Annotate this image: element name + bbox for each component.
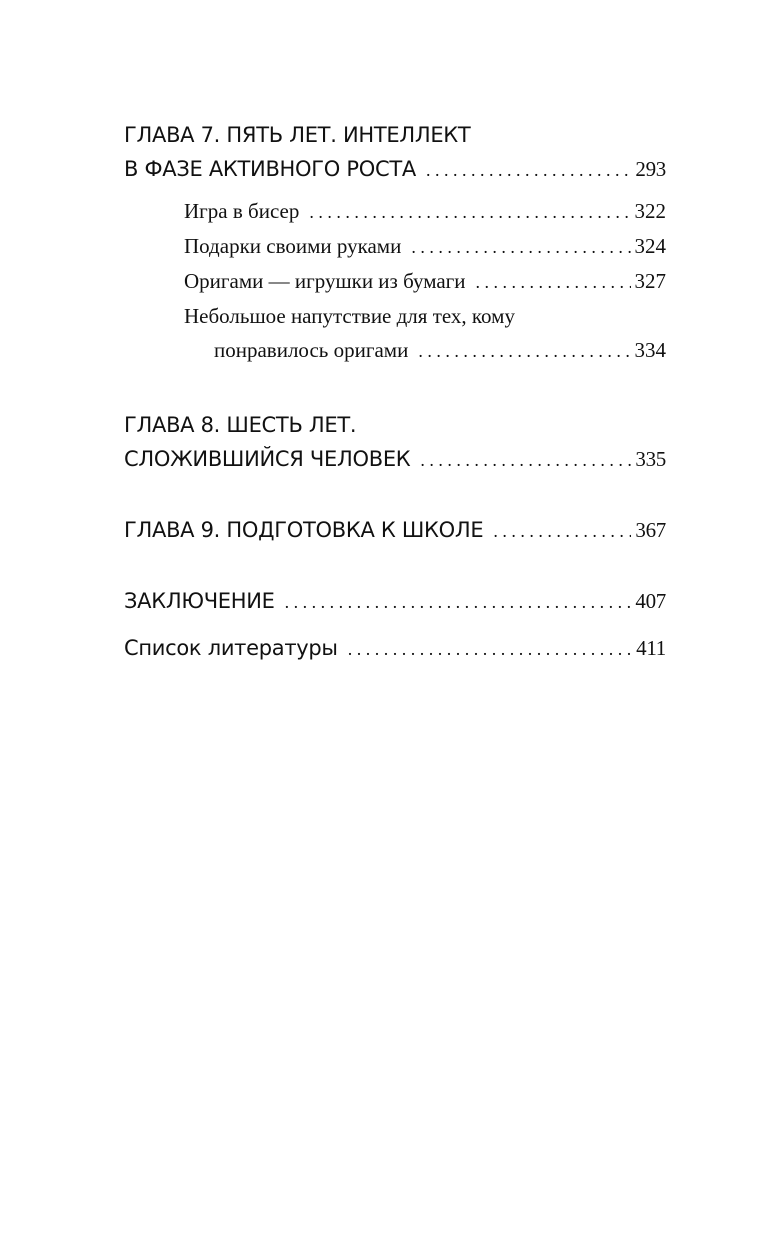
section-title: Игра в бисер <box>184 199 300 223</box>
dot-leader <box>418 334 630 368</box>
dot-leader <box>493 514 631 548</box>
dot-leader <box>309 195 630 229</box>
toc-entry-chapter-8[interactable] <box>124 408 666 477</box>
section-page-number: 327 <box>634 269 666 293</box>
toc-entry-section[interactable] <box>124 264 666 299</box>
chapter-8-page-number: 335 <box>635 447 666 471</box>
chapter-9-page-number: 367 <box>635 518 666 542</box>
toc-entry-section[interactable] <box>124 299 666 368</box>
spacer <box>124 619 666 631</box>
chapter-7-page-number: 293 <box>635 157 666 181</box>
toc-entry-chapter-9[interactable] <box>124 513 666 548</box>
section-page-number: 322 <box>634 199 666 223</box>
chapter-7-sections <box>124 194 666 368</box>
dot-leader <box>420 443 631 477</box>
spacer <box>124 368 666 408</box>
chapter-7-title-line-1: ГЛАВА 7. ПЯТЬ ЛЕТ. ИНТЕЛЛЕКТ <box>124 123 471 147</box>
toc-entry-bibliography[interactable] <box>124 631 666 666</box>
dot-leader <box>476 265 631 299</box>
dot-leader <box>411 230 630 264</box>
section-title-line-1: Небольшое напутствие для тех, кому <box>184 304 515 328</box>
section-title: Оригами — игрушки из бумаги <box>184 269 466 293</box>
dot-leader <box>426 153 631 187</box>
toc-entry-chapter-7[interactable] <box>124 118 666 187</box>
toc-entry-conclusion[interactable] <box>124 584 666 619</box>
chapter-8-title-line-1: ГЛАВА 8. ШЕСТЬ ЛЕТ. <box>124 413 357 437</box>
dot-leader <box>285 585 632 619</box>
toc-entry-section[interactable] <box>124 194 666 229</box>
spacer <box>124 477 666 513</box>
section-page-number: 334 <box>634 338 666 362</box>
conclusion-page-number: 407 <box>635 589 666 613</box>
table-of-contents <box>124 118 666 666</box>
section-title-line-2: понравилось оригами <box>214 338 409 362</box>
chapter-8-title-line-2: СЛОЖИВШИЙСЯ ЧЕЛОВЕК <box>124 447 411 471</box>
section-page-number: 324 <box>634 234 666 258</box>
chapter-9-title: ГЛАВА 9. ПОДГОТОВКА К ШКОЛЕ <box>124 518 484 542</box>
toc-entry-section[interactable] <box>124 229 666 264</box>
chapter-7-title-line-2: В ФАЗЕ АКТИВНОГО РОСТА <box>124 157 416 181</box>
spacer <box>124 548 666 584</box>
bibliography-page-number: 411 <box>636 636 666 660</box>
bibliography-title: Список литературы <box>124 636 338 660</box>
dot-leader <box>348 632 632 666</box>
section-title: Подарки своими руками <box>184 234 402 258</box>
conclusion-title: ЗАКЛЮЧЕНИЕ <box>124 589 275 613</box>
